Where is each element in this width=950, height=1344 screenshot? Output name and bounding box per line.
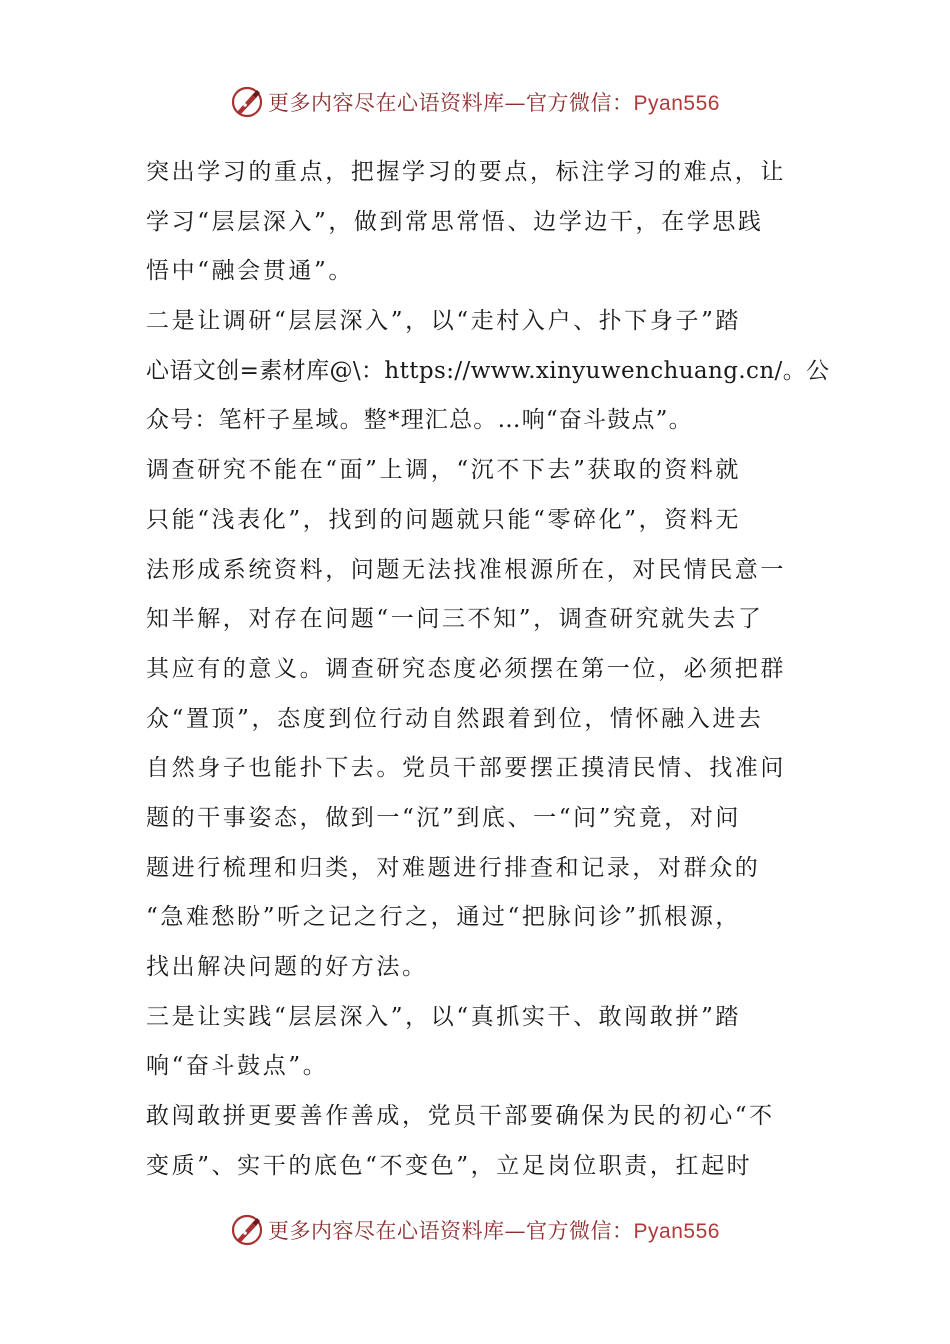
- body-line: 二是让调研“层层深入”，以“走村入户、扑下身子”踏: [146, 308, 742, 335]
- body-line: 找出解决问题的好方法。: [146, 954, 428, 980]
- body-line: 知半解，对存在问题“一问三不知”，调查研究就失去了: [146, 606, 764, 633]
- document-body: [146, 148, 830, 1191]
- body-line: 自然身子也能扑下去。党员干部要摆正摸清民情、找准问: [146, 755, 786, 782]
- header-watermark: [0, 82, 950, 122]
- body-line-url: 心语文创=素材库@\：https://www.xinyuwenchuang.cn/。公: [146, 357, 830, 384]
- body-line: 三是让实践“层层深入”，以“真抓实干、敢闯敢拼”踏: [146, 1003, 742, 1030]
- body-line: 题进行梳理和归类，对难题进行排查和记录，对群众的: [146, 854, 761, 881]
- body-line: 敢闯敢拼更要善作善成，党员干部要确保为民的初心“不: [146, 1103, 775, 1130]
- header-watermark-text: 更多内容尽在心语资料库—官方微信：Pyan556: [268, 91, 720, 115]
- body-line: “急难愁盼”听之记之行之，通过“把脉问诊”抓根源，: [146, 904, 742, 931]
- body-line: 只能“浅表化”，找到的问题就只能“零碎化”，资料无: [146, 506, 742, 533]
- wechat-id: Pyan556: [633, 92, 720, 115]
- body-line: 题的干事姿态，做到一“沉”到底、一“问”究竟，对问: [146, 804, 742, 831]
- wechat-id: Pyan556: [633, 1220, 720, 1243]
- footer-watermark-text: 更多内容尽在心语资料库—官方微信：Pyan556: [268, 1219, 720, 1243]
- pen-nib-logo-icon: [230, 85, 264, 119]
- body-line: 调查研究不能在“面”上调，“沉不下去”获取的资料就: [146, 457, 742, 484]
- body-line: 悟中“融会贯通”。: [146, 258, 354, 285]
- body-line: 学习“层层深入”，做到常思常悟、边学边干，在学思践: [146, 208, 764, 235]
- body-line: 响“奋斗鼓点”。: [146, 1053, 329, 1080]
- body-line: 众号：笔杆子星域。整*理汇总。…响“奋斗鼓点”。: [146, 407, 693, 434]
- body-line: 众“置顶”，态度到位行动自然跟着到位，情怀融入进去: [146, 705, 764, 732]
- footer-watermark: [0, 1210, 950, 1250]
- body-line: 变质”、实干的底色“不变色”，立足岗位职责，扛起时: [146, 1152, 753, 1179]
- body-line: 其应有的意义。调查研究态度必须摆在第一位，必须把群: [146, 655, 786, 682]
- body-line: 法形成系统资料，问题无法找准根源所在，对民情民意一: [146, 556, 786, 583]
- body-line: 突出学习的重点，把握学习的要点，标注学习的难点，让: [146, 159, 786, 185]
- pen-nib-logo-icon: [230, 1213, 264, 1247]
